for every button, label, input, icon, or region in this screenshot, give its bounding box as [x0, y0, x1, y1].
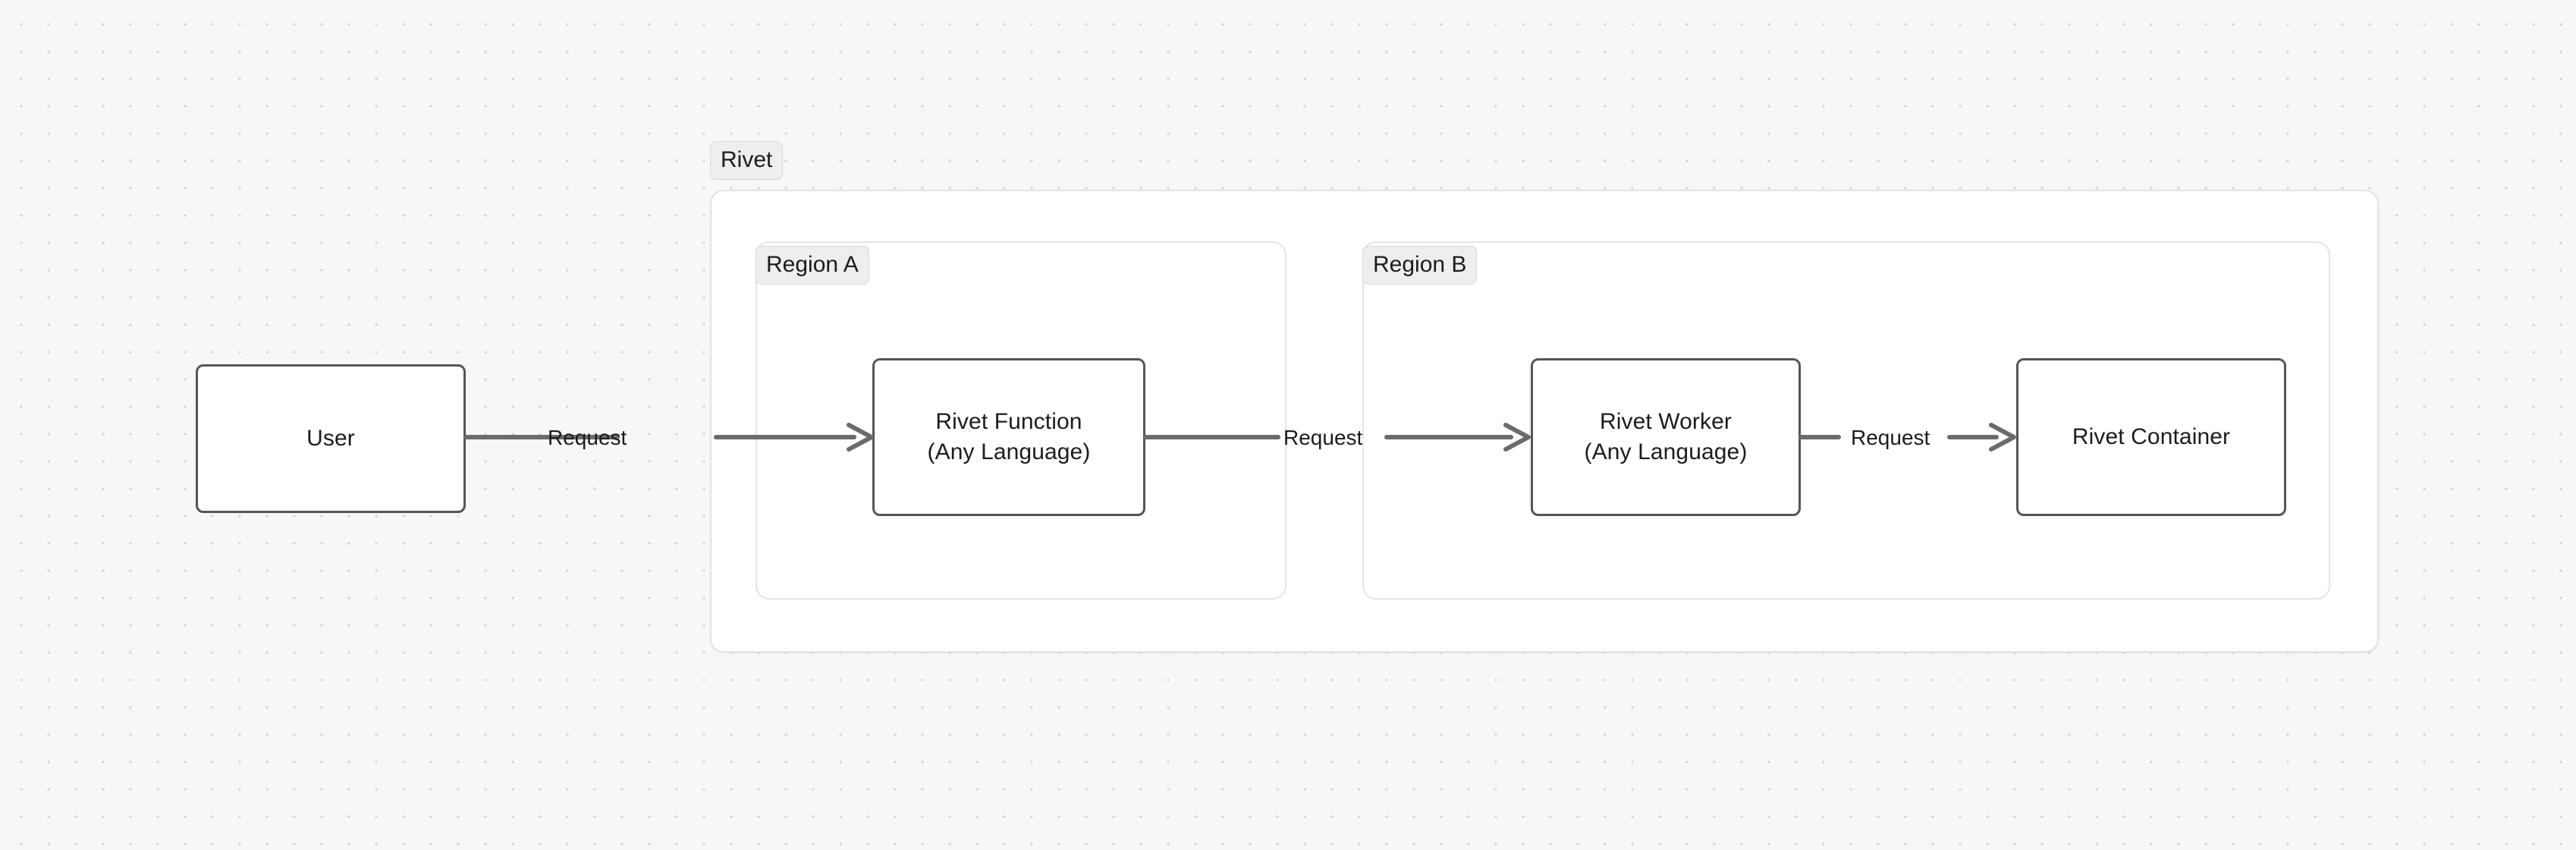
node-rivet-worker-label: Rivet Worker [1599, 409, 1732, 435]
node-rivet-function[interactable] [872, 358, 1145, 516]
node-rivet-container-label: Rivet Container [2072, 424, 2231, 450]
edge-worker-to-container-label: Request [1851, 426, 1930, 449]
group-region-a-title: Region A [756, 246, 869, 285]
node-rivet-function-label: Rivet Function [935, 409, 1082, 435]
group-region-b-title: Region B [1362, 246, 1477, 285]
edge-user-to-function [466, 422, 874, 452]
edge-function-to-worker-label: Request [1283, 426, 1363, 449]
node-user[interactable] [196, 364, 466, 513]
node-rivet-container[interactable] [2016, 358, 2286, 516]
edge-user-to-function-label: Request [548, 426, 627, 449]
group-rivet-title: Rivet [710, 141, 783, 180]
node-rivet-worker[interactable] [1531, 358, 1801, 516]
node-user-label: User [306, 426, 355, 452]
node-rivet-worker-sublabel: (Any Language) [1584, 439, 1748, 464]
node-rivet-function-sublabel: (Any Language) [927, 439, 1091, 464]
